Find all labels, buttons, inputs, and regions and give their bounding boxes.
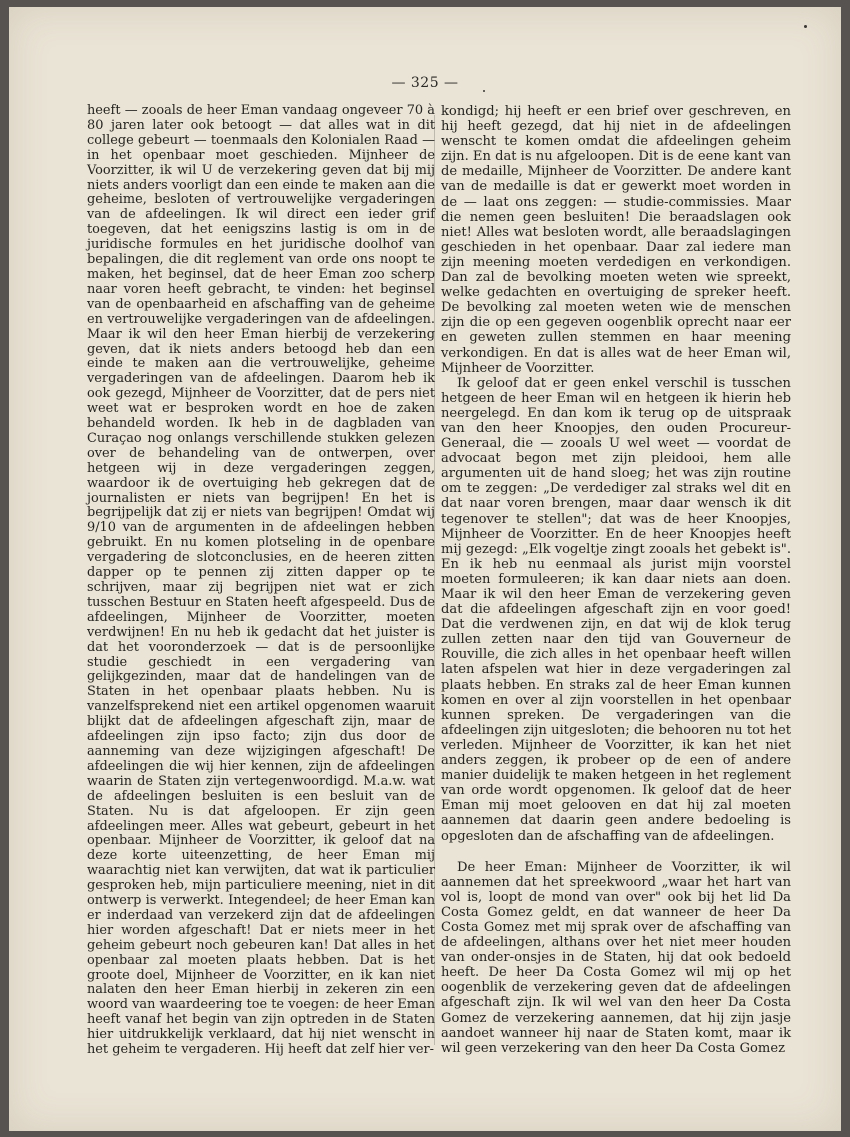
paper-speck bbox=[804, 25, 807, 28]
right-paragraph-3: De heer Eman: Mijnheer de Voorzitter, ik wil aannemen dat het spreekwoord „waar het hart van vol is, loopt de mond van over" ook bij het lid Da Costa Gomez geldt, en dat wanneer de heer Da Costa Gomez met mij sprak over de afschaffing van de afdeelingen, althans over het niet meer houden van onder-onsjes in de Staten, hij dat ook bedoeld heeft. De heer Da Costa Gomez wil mij op het oogenblik de verzekering geven dat de afdeelingen afgeschaft zijn. Ik wil wel van den heer Da Costa Gomez de verzekering aannemen, dat hij zijn jasje aandoet wanneer hij naar de Staten komt, maar ik wil geen verzekering van den heer Da Costa Gomez bbox=[441, 859, 791, 1056]
page-number: — 325 — bbox=[391, 75, 459, 91]
left-column bbox=[87, 104, 435, 1058]
right-paragraph-1: kondigd; hij heeft er een brief over geschreven, en hij heeft gezegd, dat hij niet in de afdeelingen wenscht te komen omdat die afdeelingen geheim zijn. En dat is nu afgeloopen. Dit is de eene kant van de medaille, Mijnheer de Voorzitter. De andere kant van de medaille is dat er gewerkt moet worden in de — laat ons zeggen: — studie-commissies. Maar die nemen geen besluiten! Die beraadslagen ook niet! Alles wat besloten wordt, alle beraadslagingen geschieden in het openbaar. Daar zal iedere man zijn meening moeten verdedigen en verkondigen. Dan zal de bevolking moeten weten wie spreekt, welke gedachten en overtuiging de spreker heeft. De bevolking zal moeten weten wie de menschen zijn die op een gegeven oogenblik oprecht naar eer en geweten zullen stemmen en haar meening verkondigen. En dat is alles wat de heer Eman wil, Mijnheer de Voorzitter. bbox=[441, 104, 791, 376]
paper-speck bbox=[483, 90, 485, 92]
document-page bbox=[9, 7, 841, 1131]
right-column bbox=[441, 104, 791, 1056]
right-paragraph-2: Ik geloof dat er geen enkel verschil is tusschen hetgeen de heer Eman wil en hetgeen ik hierin heb neergelegd. En dan kom ik terug op de uitspraak van den heer Knoopjes, den ouden Procureur-Generaal, die — zooals U wel weet — voordat de advocaat begon met zijn pleidooi, hem alle argumenten uit de hand sloeg; het was zijn routine om te zeggen: „De verdediger zal straks wel dit en dat naar voren brengen, maar daar wensch ik dit tegenover te stellen"; dat was de heer Knoopjes, Mijnheer de Voorzitter. En de heer Knoopjes heeft mij gezegd: „Elk vogeltje zingt zooals het gebekt is". En ik heb nu eenmaal als jurist mijn voorstel moeten formuleeren; ik kan daar niets aan doen. Maar ik wil den heer Eman de verzekering geven dat die afdeelingen afgeschaft zijn en voor goed! Dat die verdwenen zijn, en dat wij de klok terug zullen zetten naar den tijd van Gouverneur de Rouville, die zich alles in het openbaar heeft willen laten afspelen wat hier in deze vergaderingen zal plaats hebben. En straks zal de heer Eman kunnen komen en over al zijn voorstellen in het openbaar kunnen spreken. De vergaderingen van die afdeelingen zijn uitgesloten; die behooren nu tot het verleden. Mijnheer de Voorzitter, ik kan het niet anders zeggen, ik probeer op de een of andere manier duidelijk te maken hetgeen in het reglement van orde wordt opgenomen. Ik geloof dat de heer Eman mij moet gelooven en dat hij zal moeten aannemen dat daarin geen andere bedoeling is opgesloten dan de afschaffing van de afdeelingen. bbox=[441, 375, 791, 844]
left-paragraph-1: heeft — zooals de heer Eman vandaag ongeveer 70 à 80 jaren later ook betoogt — dat alles wat in dit college gebeurt — toenmaals den Kolonialen Raad — in het openbaar moet geschieden. Mijnheer de Voorzitter, ik wil U de verzekering geven dat bij mij niets anders voorligt dan een einde te maken aan die geheime, besloten of vertrouwelijke vergaderingen van de afdeelingen. Ik wil direct een ieder grif toegeven, dat het eenigszins lastig is om in de juridische formules en het juridische doolhof van bepalingen, die dit reglement van orde ons noopt te maken, het beginsel, dat de heer Eman zoo scherp naar voren heeft gebracht, te vinden: het beginsel van de openbaarheid en afschaffing van de geheime en vertrouwelijke vergaderingen van de afdeelingen. Maar ik wil den heer Eman hierbij de verzekering geven, dat ik niets anders betoogd heb dan een einde te maken aan die vertrouwelijke, geheime vergaderingen van de afdeelingen. Daarom heb ik ook gezegd, Mijnheer de Voorzitter, dat de pers niet weet wat er besproken wordt en hoe de zaken behandeld worden. Ik heb in de dagbladen van Curaçao nog onlangs verschillende stukken gelezen over de behandeling van de ontwerpen, over hetgeen wij in deze vergaderingen zeggen, waardoor ik de overtuiging heb gekregen dat de journalisten er niets van begrijpen! En het is begrijpelijk dat zij er niets van begrijpen! Omdat wij 9/10 van de argumenten in de afdeelingen hebben gebruikt. En nu komen plotseling in de openbare vergadering de slotconclusies, en de heeren zitten dapper op te pennen zij zitten dapper op te schrijven, maar zij begrijpen niet wat er zich tusschen Bestuur en Staten heeft afgespeeld. Dus de afdeelingen, Mijnheer de Voorzitter, moeten verdwijnen! En nu heb ik gedacht dat het juister is dat het vooronderzoek — dat is de persoonlijke studie geschiedt in een vergadering van gelijkgezinden, maar dat de handelingen van de Staten in het openbaar plaats hebben. Nu is vanzelfsprekend niet een artikel opgenomen waaruit blijkt dat de afdeelingen afgeschaft zijn, maar de afdeelingen zijn ipso facto; zijn dus door de aanneming van deze wijzigingen afgeschaft! De afdeelingen die wij hier kennen, zijn de afdeelingen waarin de Staten zijn vertegenwoordigd. M.a.w. wat de afdeelingen besluiten is een besluit van de Staten. Nu is dat afgeloopen. Er zijn geen afdeelingen meer. Alles wat gebeurt, gebeurt in het openbaar. Mijnheer de Voorzitter, ik geloof dat na deze korte uiteenzetting, de heer Eman mij waarachtig niet kan verwijten, dat wat ik particulier gesproken heb, mijn particuliere meening, niet in dit ontwerp is verwerkt. Integendeel; de heer Eman kan er inderdaad van verzekerd zijn dat de afdeelingen hier worden afgeschaft! Dat er niets meer in het geheim gebeurt noch gebeuren kan! Dat alles in het openbaar zal moeten plaats hebben. Dat is het groote doel, Mijnheer de Voorzitter, en ik kan niet nalaten den heer Eman hierbij in zekeren zin een woord van waardeering toe te voegen: de heer Eman heeft vanaf het begin van zijn optreden in de Staten hier uitdrukkelijk verklaard, dat hij niet wenscht in het geheim te vergaderen. Hij heeft dat zelf hier ver- bbox=[87, 103, 435, 1058]
